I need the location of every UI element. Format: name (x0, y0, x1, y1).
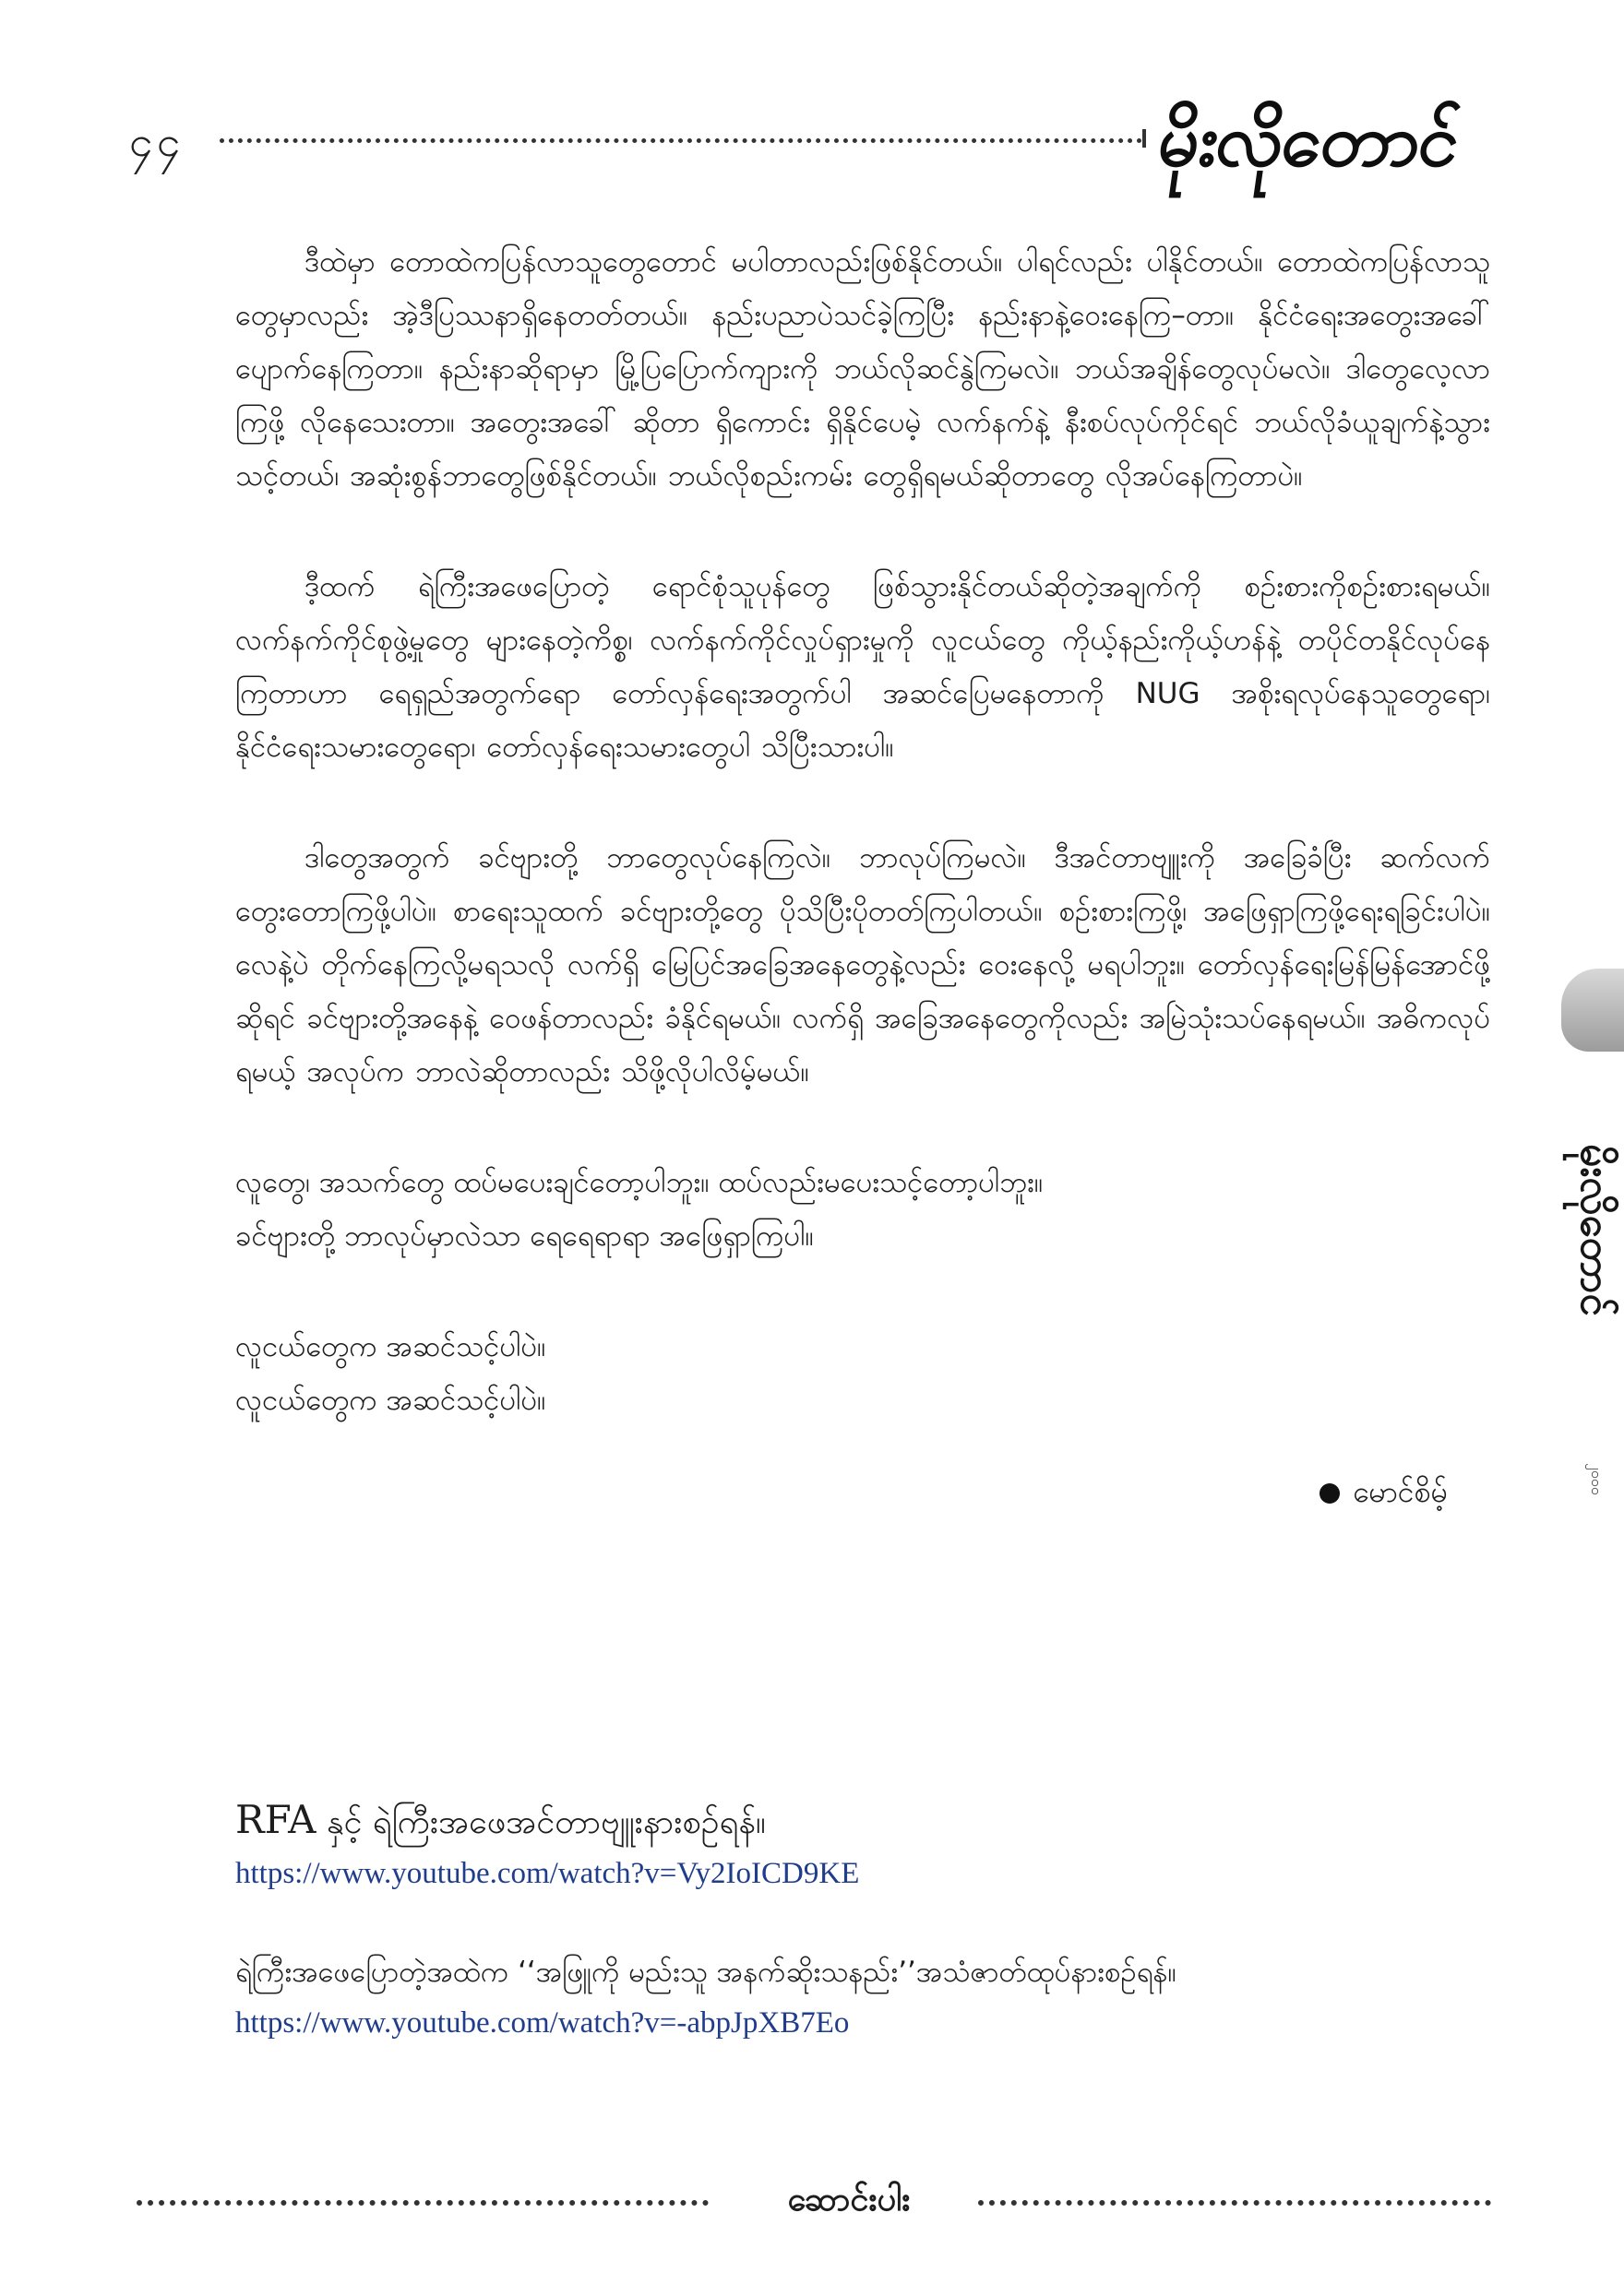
side-tab-title: မိုးလိုတောင် (1571, 1144, 1618, 1316)
reference-2-title: ရဲကြီးအဖေပြောတဲ့အထဲက ‘‘အဖြူကို မည်းသူ အနက်ဆိုးသနည်း’’အသံဇာတ်ထုပ်နားစဉ်ရန်။ (235, 1956, 1176, 1989)
header-dotted-rule (220, 138, 1142, 143)
reference-1-link[interactable]: https://www.youtube.com/watch?v=Vy2IoICD9KE (235, 1857, 860, 1890)
masthead-logo-text: မိုးလိုတောင် (1152, 99, 1463, 183)
footer-section-label: ဆောင်းပါး (787, 2181, 911, 2219)
reference-1-title (235, 1794, 1490, 1849)
references-section (235, 1794, 1490, 2096)
page-number: ၄၄ (129, 116, 185, 166)
closing-line-1: လူတွေ၊ အသက်တွေ ထပ်မပေးချင်တော့ပါဘူး။ ထပ်လည်းမပေးသင့်တော့ပါဘူး။ (235, 1166, 1044, 1199)
reference-1-text: နှင့် ရဲကြီးအဖေအင်တာဗျူးနားစဉ်ရန်။ (316, 1803, 766, 1841)
slogan-lines (235, 1320, 1490, 1427)
slogan-line-1: လူငယ်တွေက အဆင်သင့်ပါပဲ။ (235, 1330, 546, 1363)
masthead-logo (1152, 88, 1499, 189)
footer-dotted-rule-right (978, 2200, 1491, 2206)
reference-1-prefix: RFA (235, 1797, 316, 1842)
reference-2-link[interactable]: https://www.youtube.com/watch?v=-abpJpXB7Eo (235, 2006, 850, 2040)
side-tab-year: ၂၀၀၀ (1588, 1463, 1606, 1495)
author-name: မောင်စိမ့် (1353, 1474, 1448, 1509)
header-rule-end-mark (1142, 129, 1146, 148)
closing-lines (235, 1156, 1490, 1263)
article-paragraph-1: ဒီထဲမှာ တောထဲကပြန်လာသူတွေတောင် မပါတာလည်းဖြစ်နိုင်တယ်။ ပါရင်လည်း ပါနိုင်တယ်။ တောထဲကပြန်လာသူတွေမှာလည်း အဲ့ဒီပြဿနာရှိနေတတ်တယ်။ နည်းပညာပဲသင်ခဲ့ကြပြီး နည်းနာနဲ့ဝေးနေကြ–တာ။ နိုင်ငံရေးအတွေးအခေါ် ပျောက်နေကြတာ။ နည်းနာဆိုရာမှာ မြို့ပြပြောက်ကျားကို ဘယ်လိုဆင်နွဲကြမလဲ။ ဘယ်အချိန်တွေလုပ်မလဲ။ ဒါတွေလေ့လာကြဖို့ လိုနေသေးတာ။ အတွေးအခေါ် ဆိုတာ ရှိကောင်း ရှိနိုင်ပေမဲ့ လက်နက်နဲ့ နီးစပ်လုပ်ကိုင်ရင် ဘယ်လိုခံယူချက်နဲ့သွားသင့်တယ်၊ အဆုံးစွန်ဘာတွေဖြစ်နိုင်တယ်။ ဘယ်လိုစည်းကမ်း တွေရှိရမယ်ဆိုတာတွေ လိုအပ်နေကြတာပဲ။ (235, 245, 1490, 493)
article-paragraph-3: ဒါတွေအတွက် ခင်ဗျားတို့ ဘာတွေလုပ်နေကြလဲ။ ဘာလုပ်ကြမလဲ။ ဒီအင်တာဗျူးကို အခြေခံပြီး ဆက်လက် တွေးတောကြဖို့ပါပဲ။ စာရေးသူထက် ခင်ဗျားတို့တွေ ပိုသိပြီးပိုတတ်ကြပါတယ်။ စဉ်းစားကြဖို့၊ အဖြေရှာကြဖို့ရေးရခြင်းပါပဲ။ လေနဲ့ပဲ တိုက်နေကြလို့မရသလို လက်ရှိ မြေပြင်အခြေအနေတွေနဲ့လည်း ဝေးနေလို့ မရပါဘူး။ တော်လှန်ရေးမြန်မြန်အောင်ဖို့ဆိုရင် ခင်ဗျားတို့အနေနဲ့ ဝေဖန်တာလည်း ခံနိုင်ရမယ်။ လက်ရှိ အခြေအနေတွေကိုလည်း အမြဲသုံးသပ်နေရမယ်။ အဓိကလုပ်ရမယ့် အလုပ်က ဘာလဲဆိုတာလည်း သိဖို့လိုပါလိမ့်မယ်။ (235, 841, 1490, 1089)
article-paragraph-2: ဒီ့ထက် ရဲကြီးအဖေပြောတဲ့ ရောင်စုံသူပုန်တွေ ဖြစ်သွားနိုင်တယ်ဆိုတဲ့အချက်ကို စဉ်းစားကိုစဉ်းစားရမယ်။ လက်နက်ကိုင်စုဖွဲ့မှုတွေ များနေတဲ့ကိစ္စ၊ လက်နက်ကိုင်လှုပ်ရှားမှုကို လူငယ်တွေ ကိုယ့်နည်းကိုယ့်ဟန်နဲ့ တပိုင်တနိုင်လုပ်နေကြတာဟာ ရေရှည်အတွက်ရော တော်လှန်ရေးအတွက်ပါ အဆင်ပြေမနေတာကို NUG အစိုးရလုပ်နေသူတွေရော၊ နိုင်ငံရေးသမားတွေရော၊ တော်လှန်ရေးသမားတွေပါ သိပြီးသားပါ။ (235, 570, 1490, 764)
article-body (235, 235, 1490, 1484)
slogan-line-2: လူငယ်တွေက အဆင်သင့်ပါပဲ။ (235, 1384, 546, 1417)
bullet-dot-icon (1320, 1483, 1340, 1504)
footer-dotted-rule-left (137, 2200, 709, 2206)
author-signature (1320, 1472, 1448, 1517)
closing-line-2: ခင်ဗျားတို့ ဘာလုပ်မှာလဲသာ ရေရေရာရာ အဖြေရှာကြပါ။ (235, 1219, 814, 1253)
side-fist-icon (1561, 969, 1624, 1052)
